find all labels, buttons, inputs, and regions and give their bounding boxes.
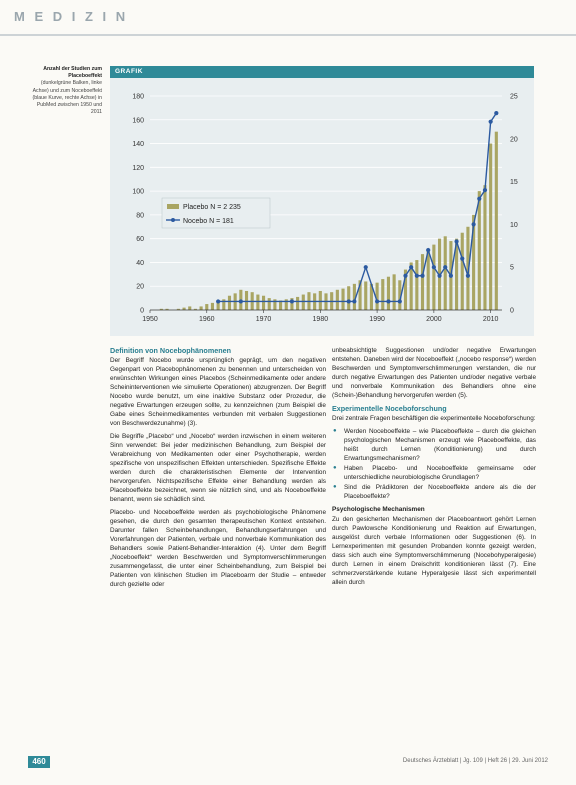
nocebo-point bbox=[449, 274, 453, 278]
nocebo-point bbox=[364, 265, 368, 269]
bar bbox=[256, 295, 259, 310]
nocebo-point bbox=[290, 299, 294, 303]
nocebo-point bbox=[460, 257, 464, 261]
x-tick-label: 1960 bbox=[198, 316, 215, 323]
page-header bbox=[0, 0, 576, 40]
nocebo-point bbox=[239, 299, 243, 303]
bar bbox=[347, 286, 350, 310]
nocebo-point bbox=[398, 299, 402, 303]
page-number: 460 bbox=[28, 756, 50, 768]
y2-tick-label: 15 bbox=[510, 179, 518, 187]
nocebo-point bbox=[347, 299, 351, 303]
nocebo-point bbox=[216, 299, 220, 303]
x-tick-label: 1980 bbox=[312, 316, 329, 323]
bar bbox=[381, 279, 384, 310]
heading-research: Experimentelle Noceboforschung bbox=[332, 404, 447, 413]
y2-tick-label: 25 bbox=[510, 93, 518, 101]
bar bbox=[205, 304, 208, 310]
paragraph-6: Zu den gesicherten Mechanismen der Placeboantwort gehört Lernen durch Pawlowsche Konditionierung und Reaktion auf Erwartungen, ausgelöst durch verbale Informationen oder Suggestionen (6). In Lernexperimenten mit gesunden Probanden konnte gezeigt werden, dass sich auch eine Symptomverschlimmerung (Nocebohyperalgesie) durch Lernen in einem Dreischritt konditionieren lässt (7). Eine schmerzverstärkende kutane Hyperalgesie lässt sich experimentell allein durch bbox=[332, 516, 536, 586]
nocebo-point bbox=[420, 274, 424, 278]
heading-mechanisms: Psychologische Mechanismen bbox=[332, 506, 425, 513]
bar bbox=[432, 245, 435, 310]
bar bbox=[495, 132, 498, 310]
x-tick-label: 1950 bbox=[142, 316, 158, 323]
nocebo-point bbox=[483, 188, 487, 192]
bar bbox=[478, 191, 481, 310]
page-footer bbox=[0, 752, 576, 785]
nocebo-point bbox=[352, 299, 356, 303]
header-rule bbox=[0, 34, 576, 36]
nocebo-point bbox=[494, 111, 498, 115]
y-tick-label: 40 bbox=[136, 259, 144, 267]
nocebo-point bbox=[443, 265, 447, 269]
bar bbox=[393, 274, 396, 310]
y-tick-label: 120 bbox=[132, 164, 144, 172]
nocebo-point bbox=[403, 274, 407, 278]
list-item: ● Sind die Prädiktoren der Noceboeffekte andere als die der Placeboeffekte? bbox=[342, 483, 536, 501]
y-tick-label: 160 bbox=[132, 117, 144, 125]
chart bbox=[110, 78, 534, 336]
section-title: M E D I Z I N bbox=[14, 9, 129, 24]
bar bbox=[200, 306, 203, 310]
figure-caption-text: (dunkelgrüne Balken, linke Achse) und zum Noceboeffekt (blaue Kurve, rechte Achse) in PubMed zwischen 1950 und 2011 bbox=[32, 80, 102, 116]
y-tick-label: 80 bbox=[136, 212, 144, 220]
bar bbox=[336, 290, 339, 310]
y-tick-label: 100 bbox=[132, 188, 144, 196]
paragraph-5: Drei zentrale Fragen beschäftigen die experimentelle Noceboforschung: bbox=[332, 415, 536, 422]
legend-point-nocebo bbox=[171, 218, 175, 222]
x-tick-label: 2010 bbox=[482, 316, 499, 323]
nocebo-point bbox=[454, 239, 458, 243]
bar bbox=[461, 233, 464, 310]
bar bbox=[444, 236, 447, 310]
legend-swatch-placebo bbox=[167, 204, 179, 209]
bar bbox=[483, 185, 486, 310]
figure-label: GRAFIK bbox=[115, 68, 143, 75]
figure-box bbox=[110, 66, 534, 336]
nocebo-point bbox=[426, 248, 430, 252]
nocebo-point bbox=[437, 274, 441, 278]
paragraph-2: Die Begriffe „Placebo“ und „Nocebo“ werden inzwischen in einem weiteren Sinn verwendet: Bei jeder medizinischen Behandlung, zum Beispiel der Verabreichung von Medikamenten oder einer Psychotherapie, werden spezifische von unspezifischen Effekten unterschieden. Spezifische Effekte werden durch die charakteristischen Elemente der Intervention hervorgerufen. Nichtspezifische Effekte einer Behandlung werden als Placeboeffekte bezeichnet, wenn sie nützlich sind, und als Noceboeffekte benannt, wenn sie schädlich sind. bbox=[110, 433, 326, 503]
journal-reference: Deutsches Ärzteblatt | Jg. 109 | Heft 26 | 29. Juni 2012 bbox=[402, 758, 548, 764]
y-tick-label: 180 bbox=[132, 93, 144, 101]
bar bbox=[427, 251, 430, 310]
bar bbox=[211, 303, 214, 310]
bar bbox=[421, 254, 424, 310]
nocebo-point bbox=[432, 265, 436, 269]
bar bbox=[364, 281, 367, 310]
x-tick-label: 1970 bbox=[255, 316, 272, 323]
y-tick-label: 20 bbox=[136, 283, 144, 291]
list-item: ● Werden Noceboeffekte – wie Placeboeffekte – durch die gleichen psychologischen Mechanismen erzeugt wie Placeboeffekte, das heißt durch Lernen (Konditionierung) und durch Erwartungsmechanismen? bbox=[342, 427, 536, 463]
question-list bbox=[332, 427, 536, 501]
y2-tick-label: 10 bbox=[510, 221, 518, 229]
article-column-left bbox=[110, 346, 326, 593]
y2-tick-label: 20 bbox=[510, 136, 518, 144]
bar bbox=[188, 306, 191, 310]
y2-tick-label: 0 bbox=[510, 307, 514, 315]
bar bbox=[262, 296, 265, 310]
bar bbox=[245, 291, 248, 310]
y-tick-label: 140 bbox=[132, 141, 144, 149]
list-item: ● Haben Placebo- und Noceboeffekte gemeinsame oder unterschiedliche neurobiologische Grundlagen? bbox=[342, 464, 536, 482]
y-tick-label: 0 bbox=[140, 307, 144, 315]
nocebo-point bbox=[466, 274, 470, 278]
legend-label-nocebo: Nocebo N = 181 bbox=[183, 218, 234, 225]
nocebo-point bbox=[415, 274, 419, 278]
bar bbox=[228, 296, 231, 310]
figure-caption-bold: Anzahl der Studien zum Placeboeffekt bbox=[43, 66, 102, 80]
paragraph-3: Placebo- und Noceboeffekte werden als psychobiologische Phänomene gesehen, die durch den gesamten therapeutischen Kontext entstehen. Darunter fallen Scheinbehandlungen, Behandlungserfahrungen und Vorerfahrungen der Patienten, verbale und nonverbale Kommunikation des Behandlers sowie Patient-Behandler-Interaktion (4). Unter dem Begriff „Noceboeffekt“ werden Beschwerden und Symptomverschlimmerungen zusammengefasst, die unter einer Scheinbehandlung, zum Beispiel bei Patienten von klinischen Studien im Placeboarm der Studie – entweder durch gezielte oder bbox=[110, 509, 326, 588]
nocebo-point bbox=[477, 197, 481, 201]
bar bbox=[319, 291, 322, 310]
nocebo-point bbox=[472, 222, 476, 226]
nocebo-point bbox=[489, 120, 493, 124]
x-tick-label: 2000 bbox=[426, 316, 442, 323]
y2-tick-label: 5 bbox=[510, 264, 514, 272]
bar bbox=[296, 297, 299, 310]
y-tick-label: 60 bbox=[136, 236, 144, 244]
legend-label-placebo: Placebo N = 2 235 bbox=[183, 204, 241, 211]
nocebo-point bbox=[375, 299, 379, 303]
article-column-right bbox=[332, 346, 536, 591]
bar bbox=[489, 144, 492, 310]
bar bbox=[268, 298, 271, 310]
bar bbox=[302, 295, 305, 310]
paragraph-4: unbeabsichtigte Suggestionen und/oder negative Erwartungen entstehen. Daneben wird der Noceboeffekt („nocebo response“) werden Beschwerden und Symptomverschlimmerungen verstanden, die nur durch negative Erwartungen des Patienten und/oder negative verbale und nonverbale Kommunikation des Behandlers ohne eine (Schein-)Behandlung hervorgerufen werden (5). bbox=[332, 347, 536, 399]
figure-caption bbox=[28, 66, 102, 116]
bar bbox=[415, 260, 418, 310]
nocebo-point bbox=[386, 299, 390, 303]
heading-definition: Definition von Nocebophänomenen bbox=[110, 346, 231, 355]
x-tick-label: 1990 bbox=[369, 316, 385, 323]
nocebo-point bbox=[409, 265, 413, 269]
bar bbox=[341, 289, 344, 310]
figure-label-bar bbox=[110, 66, 534, 78]
paragraph-1: Der Begriff Nocebo wurde ursprünglich geprägt, um den negativen Gegenpart von Placebophänomenen zu benennen und unterscheiden von erwünschten Wirkungen eines Placebos (Scheinmedikamente oder andere Scheininterventionen wie simulierte Operationen) abzugrenzen. Der Begriff Nocebo wurde benutzt, um eine inaktive Substanz oder Prozedur, die negative Erwartungen erzeugen sollte, zu kennzeichnen (zum Beispiel die Gabe eines Scheinmedikamentes verbunden mit verbalen Suggestionen von Beschwerdezunahme) (3). bbox=[110, 357, 326, 427]
bar bbox=[387, 277, 390, 310]
